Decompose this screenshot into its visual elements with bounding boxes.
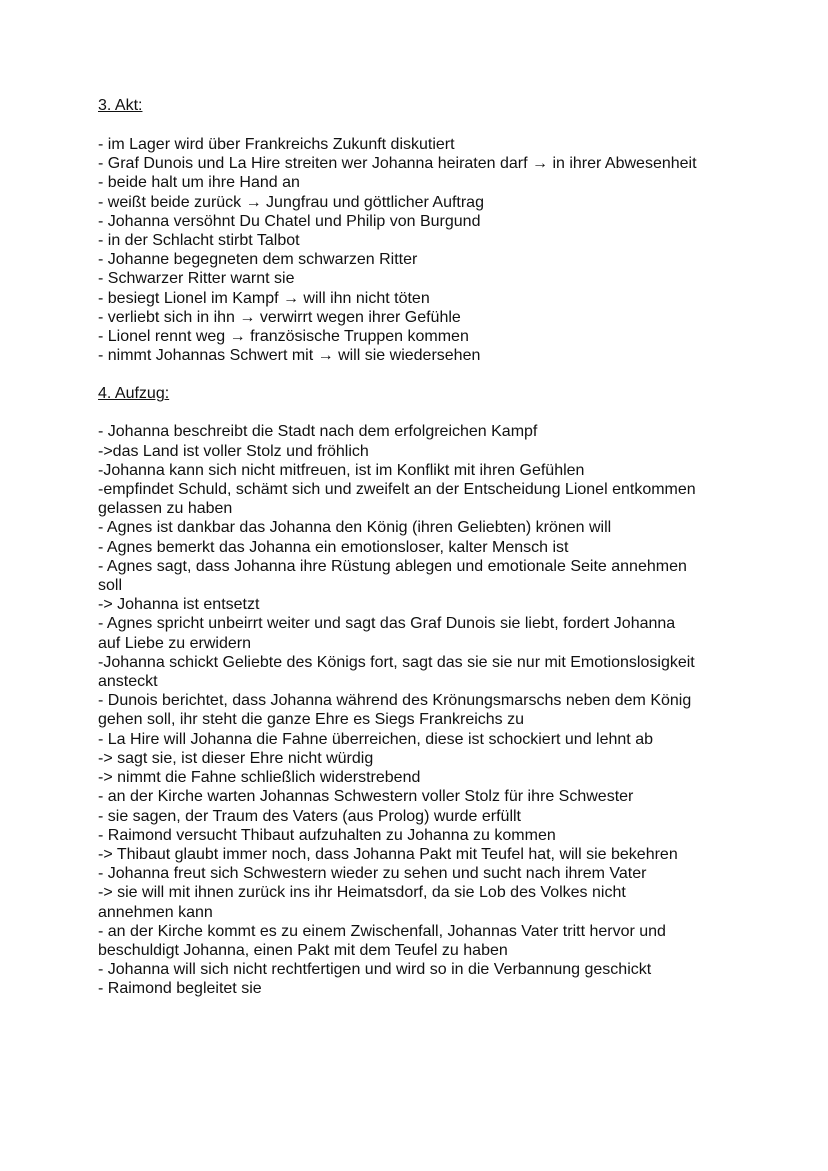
text-line: ->das Land ist voller Stolz und fröhlich [98,442,369,460]
text-line: - verliebt sich in ihn → verwirrt wegen ihrer Gefühle [98,308,461,326]
text-line: -Johanna kann sich nicht mitfreuen, ist im Konflikt mit ihren Gefühlen [98,461,585,479]
text-line: gehen soll, ihr steht die ganze Ehre es Siegs Frankreichs zu [98,711,525,729]
section-act-3-lines [98,135,738,365]
text-line: -Johanna schickt Geliebte des Königs fort, sagt das sie sie nur mit Emotionslosigkeit [98,653,695,671]
text-line: -> sagt sie, ist dieser Ehre nicht würdig [98,749,374,767]
text-line: - nimmt Johannas Schwert mit → will sie wiedersehen [98,347,481,365]
text-line: - an der Kirche warten Johannas Schwestern voller Stolz für ihre Schwester [98,788,634,806]
section-heading-act-4: 4. Aufzug: [98,385,170,403]
text-line: - Lionel rennt weg → französische Truppen kommen [98,328,469,346]
text-line: - La Hire will Johanna die Fahne überreichen, diese ist schockiert und lehnt ab [98,730,653,748]
text-line: - Agnes sagt, dass Johanna ihre Rüstung ablegen und emotionale Seite annehmen [98,557,687,575]
text-line: - Johanna freut sich Schwestern wieder zu sehen und sucht nach ihrem Vater [98,865,647,883]
text-line: soll [98,577,123,595]
text-line: -> nimmt die Fahne schließlich widerstrebend [98,769,421,787]
text-line: -empfindet Schuld, schämt sich und zweifelt an der Entscheidung Lionel entkommen [98,481,696,499]
text-line: - Johanna will sich nicht rechtfertigen und wird so in die Verbannung geschickt [98,961,652,979]
text-line: ansteckt [98,673,158,691]
text-line: - Agnes ist dankbar das Johanna den König (ihren Geliebten) krönen will [98,519,612,537]
text-line: - Agnes bemerkt das Johanna ein emotionsloser, kalter Mensch ist [98,538,569,556]
text-line: - Raimond versucht Thibaut aufzuhalten zu Johanna zu kommen [98,826,556,844]
text-line: - an der Kirche kommt es zu einem Zwischenfall, Johannas Vater tritt hervor und [98,922,666,940]
text-line: - weißt beide zurück → Jungfrau und göttlicher Auftrag [98,193,484,211]
text-line: - Agnes spricht unbeirrt weiter und sagt das Graf Dunois sie liebt, fordert Johanna [98,615,676,633]
text-line: - im Lager wird über Frankreichs Zukunft diskutiert [98,136,455,153]
text-line: - besiegt Lionel im Kampf → will ihn nicht töten [98,289,430,307]
text-line: - Johanna versöhnt Du Chatel und Philip von Burgund [98,212,481,230]
text-line: beschuldigt Johanna, einen Pakt mit dem Teufel zu haben [98,941,508,959]
text-line: -> Thibaut glaubt immer noch, dass Johanna Pakt mit Teufel hat, will sie bekehren [98,845,678,863]
section-act-4-lines [98,422,738,998]
text-line: gelassen zu haben [98,500,233,518]
text-line: - Graf Dunois und La Hire streiten wer Johanna heiraten darf → in ihrer Abwesenheit [98,155,697,173]
text-line: - Johanne begegneten dem schwarzen Ritter [98,251,418,269]
text-line: - sie sagen, der Traum des Vaters (aus Prolog) wurde erfüllt [98,807,521,825]
text-line: -> sie will mit ihnen zurück ins ihr Heimatsdorf, da sie Lob des Volkes nicht [98,884,626,902]
text-line: - Dunois berichtet, dass Johanna während des Krönungsmarschs neben dem König [98,692,692,710]
text-line: annehmen kann [98,903,213,921]
text-line: - beide halt um ihre Hand an [98,174,300,192]
text-line: - in der Schlacht stirbt Talbot [98,232,300,250]
document-page [98,96,738,999]
text-line: - Raimond begleitet sie [98,980,262,998]
text-line: - Johanna beschreibt die Stadt nach dem erfolgreichen Kampf [98,423,538,441]
section-heading-act-3: 3. Akt: [98,97,143,114]
text-line: auf Liebe zu erwidern [98,634,251,652]
text-line: -> Johanna ist entsetzt [98,596,260,614]
text-line: - Schwarzer Ritter warnt sie [98,270,295,288]
